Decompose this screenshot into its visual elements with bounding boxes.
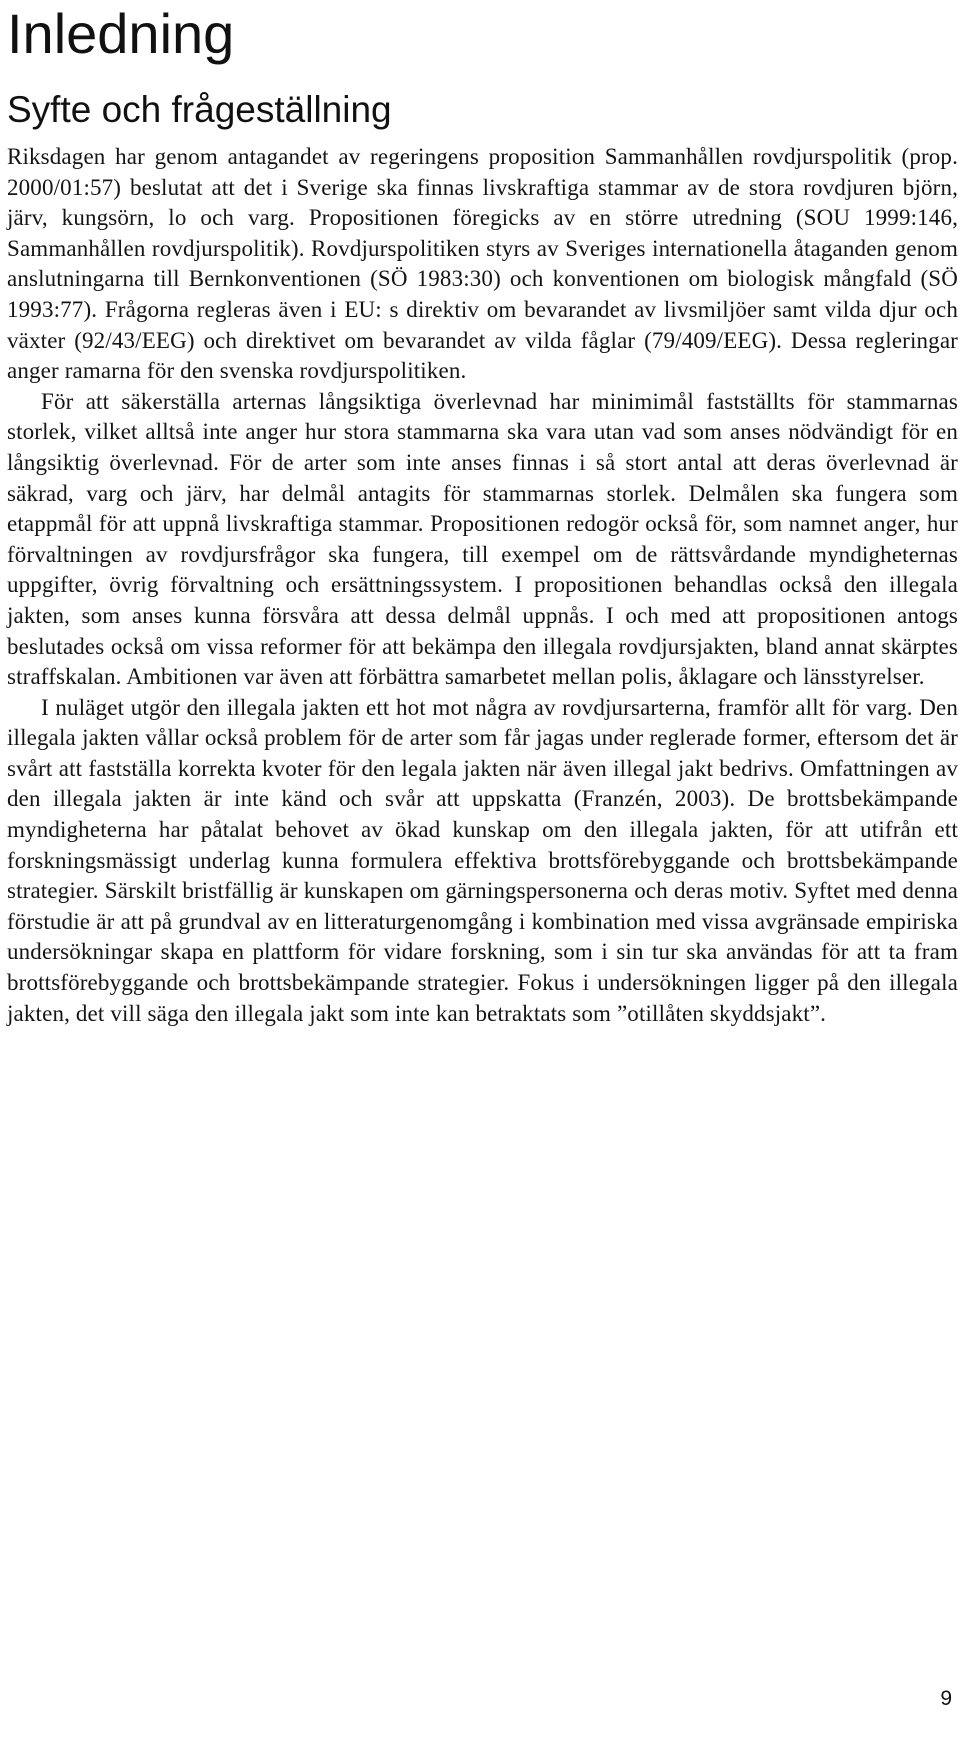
page-number: 9 <box>940 1687 952 1710</box>
paragraph: För att säkerställa arternas långsiktiga överlevnad har minimimål fastställts för stammarnas storlek, vilket alltså inte anger hur stora stammarna ska vara utan vad som anses nödvändigt för en långsiktig överlevnad. För de arter som inte anses finnas i så stort antal att deras överlevnad är säkrad, varg och järv, har delmål antagits för stammarnas storlek. Delmålen ska fungera som etappmål för att uppnå livskraftiga stammar. Propositionen redogör också för, som namnet anger, hur förvaltningen av rovdjursfrågor ska fungera, till exempel om de rättsvårdande myndigheternas uppgifter, övrig förvaltning och ersättningssystem. I propositionen behandlas också den illegala jakten, som anses kunna försvåra att dessa delmål uppnås. I och med att propositionen antogs beslutades också om vissa reformer för att bekämpa den illegala rovdjursjakten, bland annat skärptes straffskalan. Ambitionen var även att förbättra samarbetet mellan polis, åklagare och länsstyrelser. <box>7 388 958 690</box>
body-text <box>7 142 958 1029</box>
section-title: Syfte och frågeställning <box>7 89 392 130</box>
paragraph: Riksdagen har genom antagandet av regeringens proposition Sammanhållen rovdjurspolitik (prop. 2000/01:57) beslutat att det i Sverige ska finnas livskraftiga stammar av de stora rovdjuren björn, järv, kungsörn, lo och varg. Propositionen föregicks av en större utredning (SOU 1999:146, Sammanhållen rovdjurspolitik). Rovdjurspolitiken styrs av Sveriges internationella åtaganden genom anslutningarna till Bernkonventionen (SÖ 1983:30) och konventionen om biologisk mångfald (SÖ 1993:77). Frågorna regleras även i EU: s direktiv om bevarandet av livsmiljöer samt vilda djur och växter (92/43/EEG) och direktivet om bevarandet av vilda fåglar (79/409/EEG). Dessa regleringar anger ramarna för den svenska rovdjurspolitiken. <box>7 144 958 384</box>
chapter-title: Inledning <box>7 2 235 65</box>
document-page <box>7 0 958 1029</box>
paragraph: I nuläget utgör den illegala jakten ett hot mot några av rovdjursarterna, framför allt för varg. Den illegala jakten vållar också problem för de arter som får jagas under reglerade former, eftersom det är svårt att fastställa korrekta kvoter för den legala jakten när även illegal jakt bedrivs. Omfattningen av den illegala jakten är inte känd och svår att uppskatta (Franzén, 2003). De brottsbekämpande myndigheterna har påtalat behovet av ökad kunskap om den illegala jakten, för att utifrån ett forskningsmässigt underlag kunna formulera effektiva brottsförebyggande och brottsbekämpande strategier. Särskilt bristfällig är kunskapen om gärningspersonerna och deras motiv. Syftet med denna förstudie är att på grundval av en litteraturgenomgång i kombination med vissa avgränsade empiriska undersökningar skapa en plattform för vidare forskning, som i sin tur ska användas för att ta fram brottsförebyggande och brottsbekämpande strategier. Fokus i undersökningen ligger på den illegala jakten, det vill säga den illegala jakt som inte kan betraktats som ”otillåten skyddsjakt”. <box>7 694 958 1026</box>
